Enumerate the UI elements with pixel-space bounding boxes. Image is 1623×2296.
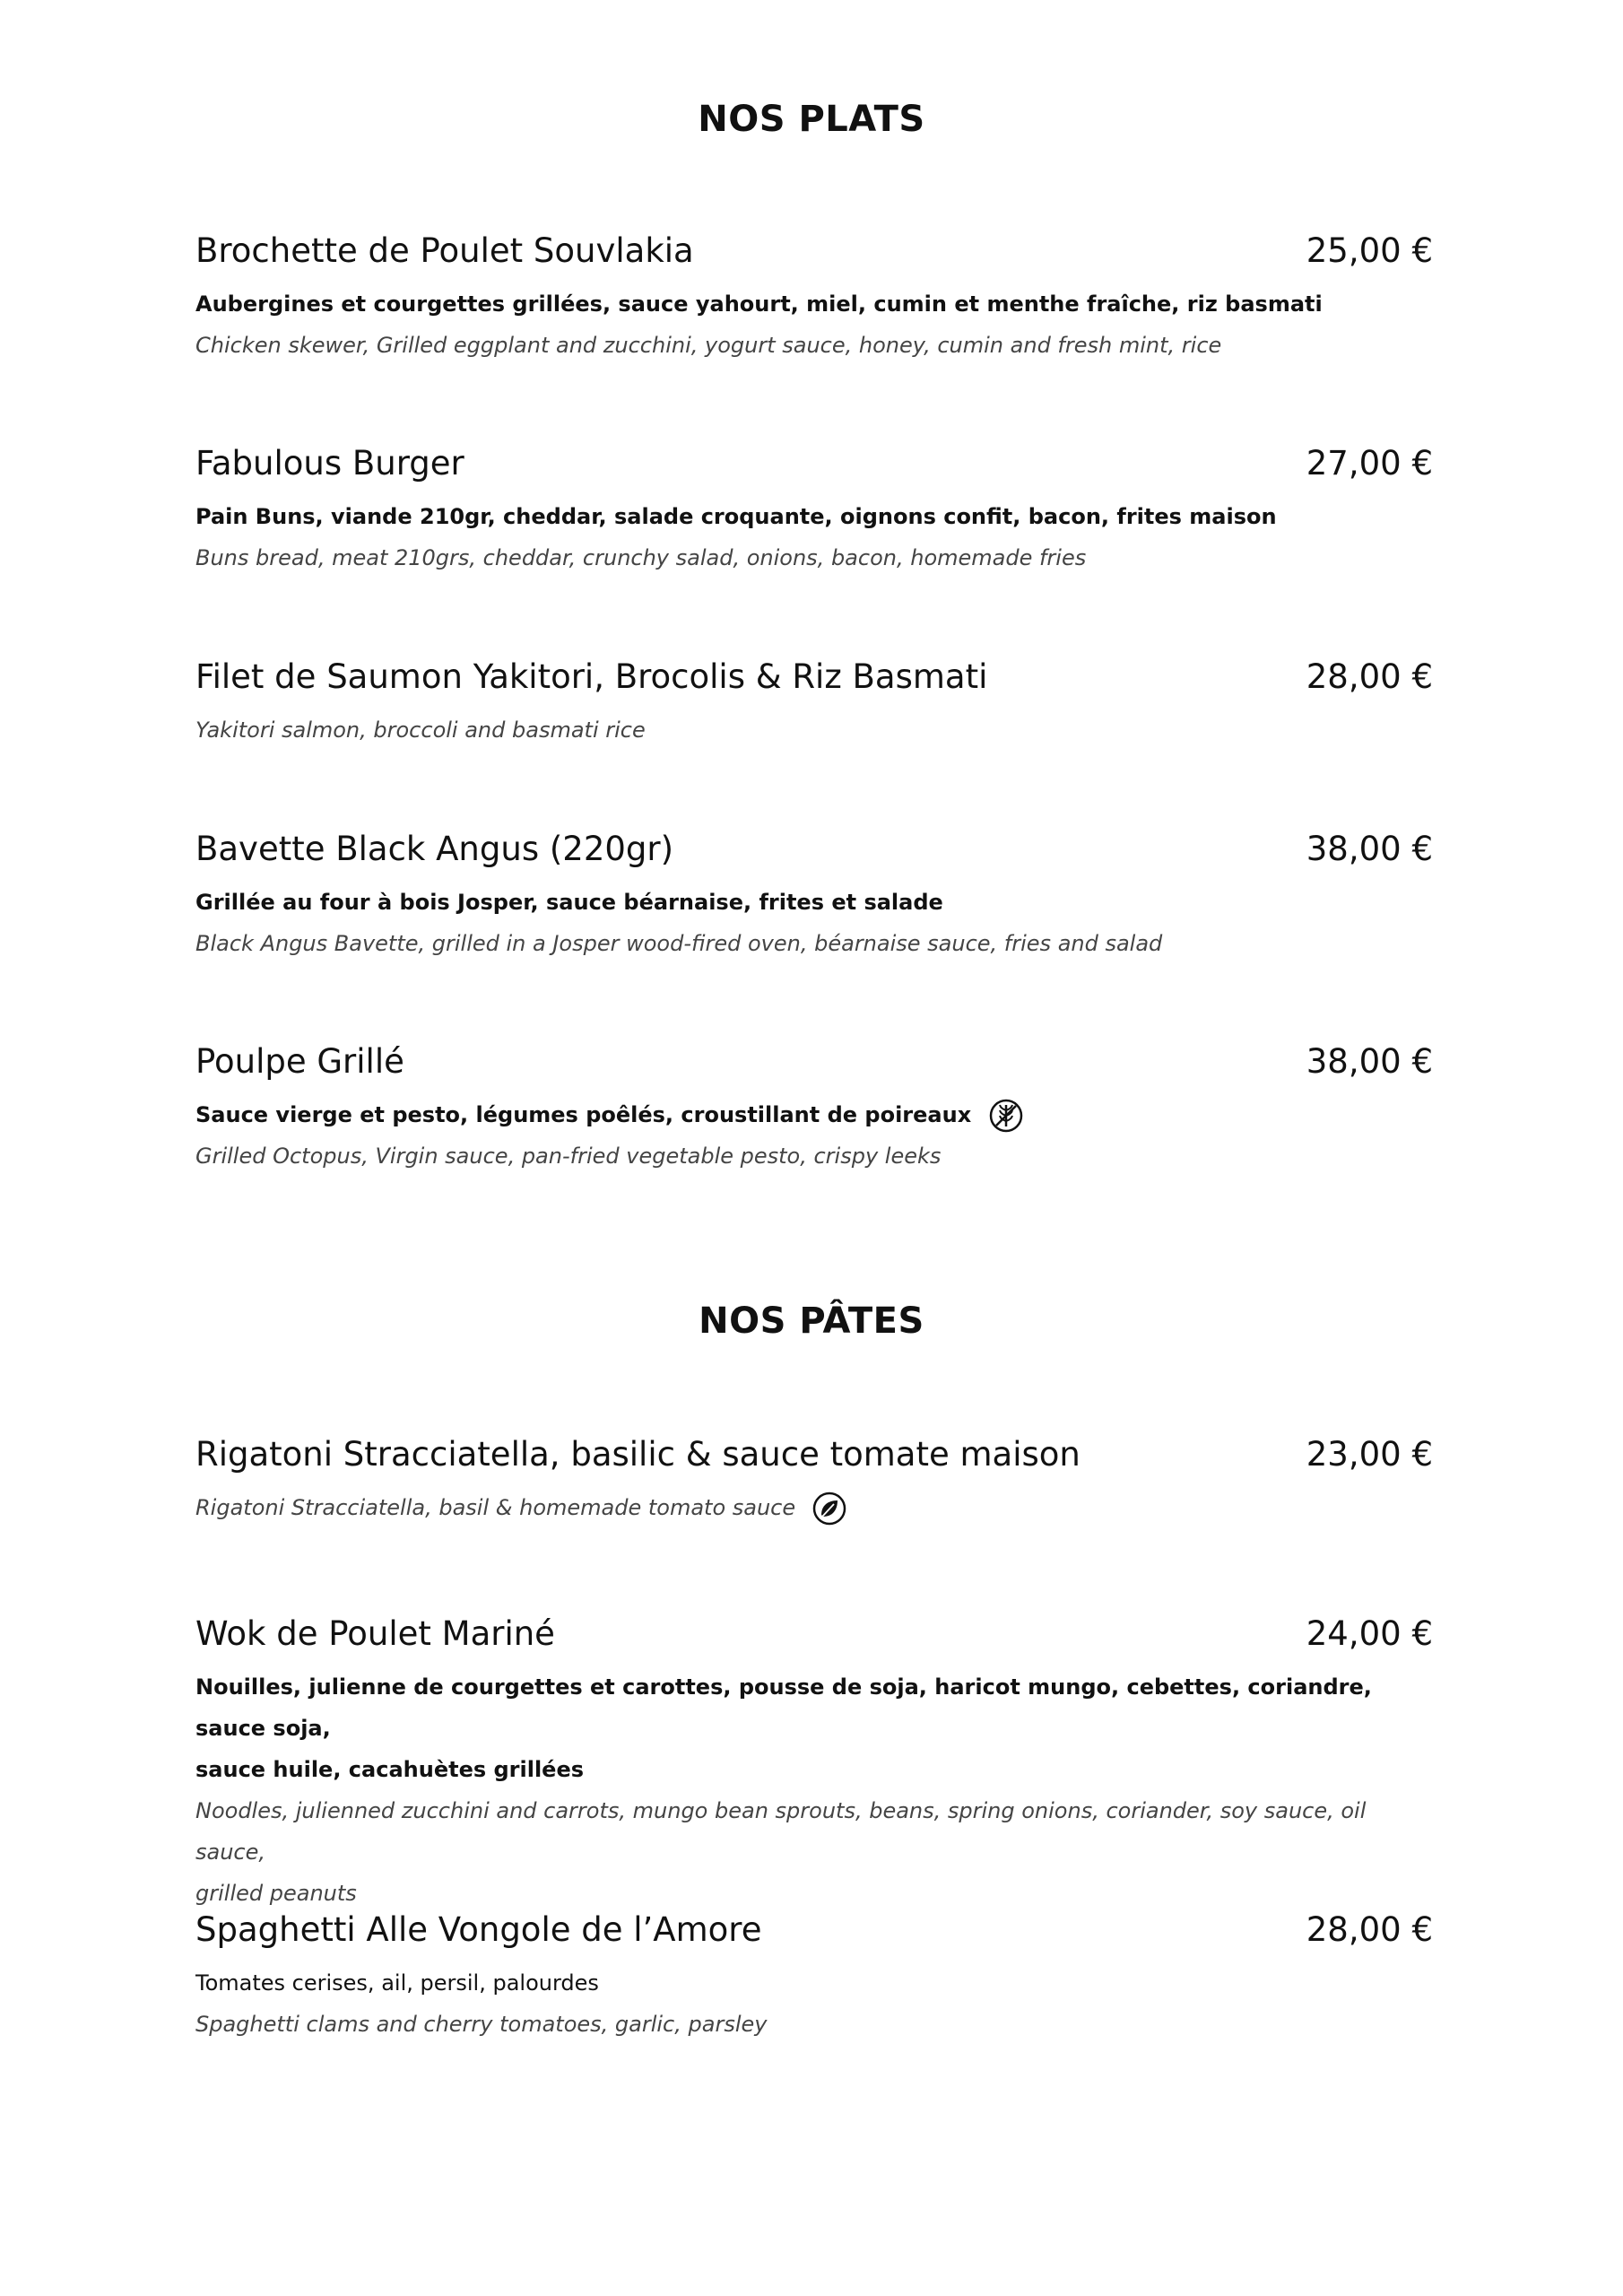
dish-name: Poulpe Grillé: [195, 1042, 404, 1081]
dish-description-fr-text: Sauce vierge et pesto, légumes poêlés, croustillant de poireaux: [195, 1102, 972, 1127]
dish-name: Rigatoni Stracciatella, basilic & sauce tomate maison: [195, 1435, 1081, 1474]
dish-description-en: [195, 1487, 1433, 1528]
menu-item: [195, 231, 1433, 366]
dish-description-fr-line: sauce huile, cacahuètes grillées: [195, 1757, 585, 1782]
dish-price: 23,00 €: [1306, 1435, 1433, 1474]
dish-description-fr: Tomates cerises, ail, persil, palourdes: [195, 1970, 599, 1996]
dish-description-en: Yakitori salmon, broccoli and basmati rice: [195, 718, 646, 743]
dish-price: 38,00 €: [1306, 1042, 1433, 1081]
dish-name: Brochette de Poulet Souvlakia: [195, 231, 694, 270]
dish-description-en-text: Rigatoni Stracciatella, basil & homemade tomato sauce: [195, 1495, 796, 1520]
dish-description-fr-line: Nouilles, julienne de courgettes et carottes, pousse de soja, haricot mungo, cebettes, coriandre, sauce soja,: [195, 1674, 1372, 1741]
dish-description-fr: Grillée au four à bois Josper, sauce béarnaise, frites et salade: [195, 890, 943, 915]
dish-price: 28,00 €: [1306, 1910, 1433, 1949]
dish-description-fr: Pain Buns, viande 210gr, cheddar, salade croquante, oignons confit, bacon, frites maison: [195, 504, 1277, 529]
menu-item: [195, 830, 1433, 964]
dish-price: 38,00 €: [1306, 830, 1433, 868]
dish-name: Wok de Poulet Mariné: [195, 1614, 555, 1653]
menu-item: [195, 1614, 1433, 1914]
dish-description-en: Chicken skewer, Grilled eggplant and zucchini, yogurt sauce, honey, cumin and fresh mint, rice: [195, 333, 1222, 358]
dish-price: 27,00 €: [1306, 444, 1433, 483]
dish-description-en-line: grilled peanuts: [195, 1881, 357, 1906]
dish-description-fr: [195, 1094, 1433, 1135]
gluten-free-icon: [988, 1098, 1024, 1134]
menu-item: [195, 444, 1433, 578]
dish-description-fr: Aubergines et courgettes grillées, sauce yahourt, miel, cumin et menthe fraîche, riz basmati: [195, 291, 1323, 317]
dish-price: 28,00 €: [1306, 657, 1433, 696]
dish-name: Filet de Saumon Yakitori, Brocolis & Riz Basmati: [195, 657, 988, 696]
dish-description-en: Black Angus Bavette, grilled in a Josper wood-fired oven, béarnaise sauce, fries and salad: [195, 931, 1163, 956]
dish-price: 24,00 €: [1306, 1614, 1433, 1653]
section-title-pates: NOS PÂTES: [699, 1300, 924, 1342]
menu-item: [195, 1042, 1433, 1177]
vegetarian-leaf-icon: [812, 1491, 847, 1526]
menu-item: [195, 657, 1433, 751]
dish-description-en: Spaghetti clams and cherry tomatoes, garlic, parsley: [195, 2012, 768, 2037]
dish-description-en: Grilled Octopus, Virgin sauce, pan-fried vegetable pesto, crispy leeks: [195, 1144, 942, 1169]
dish-description-en-line: Noodles, julienned zucchini and carrots, mungo bean sprouts, beans, spring onions, coriander, soy sauce, oil sauce,: [195, 1798, 1367, 1865]
section-title-plats: NOS PLATS: [698, 99, 925, 140]
menu-item: [195, 1435, 1433, 1528]
menu-item: [195, 1910, 1433, 2045]
dish-name: Bavette Black Angus (220gr): [195, 830, 674, 868]
dish-price: 25,00 €: [1306, 231, 1433, 270]
dish-name: Fabulous Burger: [195, 444, 464, 483]
dish-name: Spaghetti Alle Vongole de l’Amore: [195, 1910, 762, 1949]
dish-description-en: Buns bread, meat 210grs, cheddar, crunchy salad, onions, bacon, homemade fries: [195, 545, 1087, 570]
